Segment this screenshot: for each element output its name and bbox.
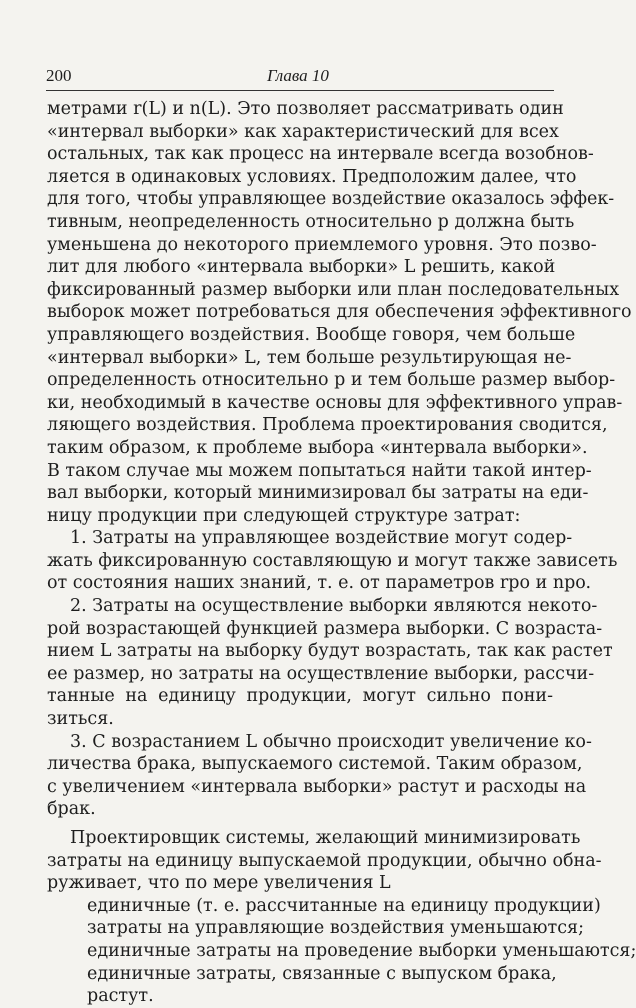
- text-line: единичные затраты, связанные с выпуском брака,: [87, 963, 557, 984]
- text-line: брак.: [47, 799, 96, 820]
- text-line: «интервал выборки» L, тем больше результирующая не-: [47, 347, 572, 368]
- text-line: выборок может потребоваться для обеспечения эффективного: [47, 302, 632, 323]
- indented-list-block: [87, 895, 636, 1008]
- text-line: для того, чтобы управляющее воздействие оказалось эффек-: [47, 189, 615, 210]
- text-line: тивным, неопределенность относительно p должна быть: [47, 211, 575, 232]
- text-line: жать фиксированную составляющую и могут также зависеть: [47, 550, 618, 571]
- text-line: ницу продукции при следующей структуре затрат:: [47, 505, 521, 526]
- text-line: В таком случае мы можем попытаться найти такой интер-: [47, 460, 592, 481]
- text-line: 2. Затраты на осуществление выборки являются некото-: [70, 596, 598, 617]
- text-line: ее размер, но затраты на осуществление выборки, рассчи-: [47, 663, 595, 684]
- text-line: вал выборки, который минимизировал бы затраты на еди-: [47, 483, 589, 504]
- text-line: рой возрастающей функцией размера выборки. С возраста-: [47, 618, 603, 639]
- list-item-2: [47, 595, 613, 731]
- text-line: затраты на управляющие воздействия уменьшаются;: [87, 918, 584, 939]
- text-line: нием L затраты на выборку будут возрастать, так как растет: [47, 641, 613, 662]
- header-rule: [46, 90, 554, 91]
- chapter-title: Глава 10: [267, 66, 329, 85]
- text-line: метрами r(L) и n(L). Это позволяет рассматривать один: [47, 99, 564, 119]
- text-line: уменьшена до некоторого приемлемого уровня. Это позво-: [47, 234, 597, 255]
- text-line: единичные затраты на проведение выборки уменьшаются;: [87, 940, 636, 961]
- text-line: ки, необходимый в качестве основы для эффективного управ-: [47, 392, 623, 413]
- text-line: 3. С возрастанием L обычно происходит увеличение ко-: [70, 731, 592, 752]
- text-line: зиться.: [47, 709, 114, 730]
- page-number: 200: [46, 66, 72, 85]
- text-line: управляющего воздействия. Вообще говоря, чем больше: [47, 324, 576, 345]
- text-line: затраты на единицу выпускаемой продукции, обычно обна-: [47, 850, 602, 871]
- text-line: танные на единицу продукции, могут сильно пони-: [47, 686, 553, 707]
- list-item-1: [47, 527, 618, 595]
- text-line: «интервал выборки» как характеристический для всех: [47, 121, 559, 142]
- text-line: ляющего воздействия. Проблема проектирования сводится,: [47, 415, 608, 436]
- text-line: остальных, так как процесс на интервале всегда возобнов-: [47, 144, 594, 165]
- text-line: лит для любого «интервала выборки» L решить, какой: [47, 257, 556, 278]
- text-line: единичные (т. е. рассчитанные на единицу продукции): [87, 895, 601, 916]
- paragraph-1: [47, 98, 632, 527]
- text-line: руживает, что по мере увеличения L: [47, 873, 391, 894]
- paragraph-2: [47, 827, 602, 895]
- text-line: личества брака, выпускаемого системой. Таким образом,: [47, 754, 583, 775]
- page-header: [46, 66, 554, 88]
- body-text: [47, 98, 636, 1008]
- text-line: от состояния наших знаний, т. е. от параметров rpo и npo.: [47, 573, 592, 594]
- text-line: таким образом, к проблеме выбора «интервала выборки».: [47, 437, 588, 458]
- text-line: ляется в одинаковых условиях. Предположим далее, что: [47, 166, 577, 187]
- text-line: 1. Затраты на управляющее воздействие могут содер-: [70, 528, 573, 549]
- text-line: растут.: [87, 986, 154, 1007]
- text-line: фиксированный размер выборки или план последовательных: [47, 279, 620, 300]
- text-line: определенность относительно p и тем больше размер выбор-: [47, 370, 616, 391]
- list-item-3: [47, 731, 592, 821]
- text-line: Проектировщик системы, желающий минимизировать: [70, 828, 581, 848]
- text-line: с увеличением «интервала выборки» растут и расходы на: [47, 776, 587, 797]
